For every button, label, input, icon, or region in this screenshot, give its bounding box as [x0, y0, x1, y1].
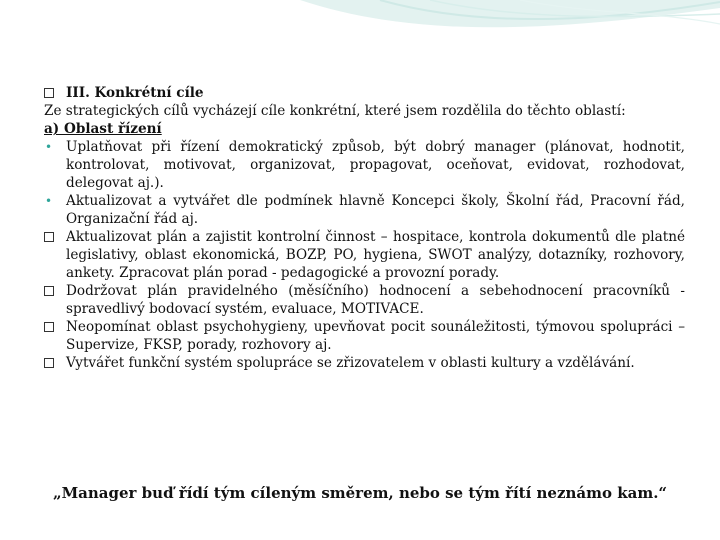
list-item-text: Aktualizovat plán a zajistit kontrolní činnost – hospitace, kontrola dokumentů dle platné legislativy, oblast ekonomická, BOZP, PO, hygiena, SWOT analýzy, dotazníky, rozhovory, ankety. Zpracovat plán porad - pedagogické a provozní porady.	[66, 229, 685, 281]
checkbox-icon	[44, 286, 54, 296]
bullet-icon: •	[45, 194, 53, 208]
checkbox-icon	[44, 322, 54, 332]
list-item-text: Uplatňovat při řízení demokratický způsob, být dobrý manager (plánovat, hodnotit, kontrolovat, motivovat, organizovat, propagovat, oceňovat, evidovat, rozhodovat, delegovat aj.).	[66, 139, 685, 191]
list-item	[44, 228, 685, 282]
list-item	[44, 354, 685, 372]
slide-content	[44, 84, 685, 372]
intro-text: Ze strategických cílů vycházejí cíle konkrétní, které jsem rozdělila do těchto oblastí:	[44, 103, 626, 119]
list-item	[44, 318, 685, 354]
list-item	[44, 138, 685, 192]
checkbox-icon	[44, 358, 54, 368]
closing-quote: „Manager buď řídí tým cíleným směrem, nebo se tým řítí neznámo kam.“	[52, 484, 668, 502]
bullet-icon: •	[45, 140, 53, 154]
list-item-text: Neopomínat oblast psychohygieny, upevňovat pocit sounáležitosti, týmovou spolupráci – Supervize, FKSP, porady, rozhovory aj.	[66, 319, 685, 353]
list-item-text: Aktualizovat a vytvářet dle podmínek hlavně Koncepci školy, Školní řád, Pracovní řád, Organizační řád aj.	[66, 193, 685, 227]
checkbox-icon	[44, 88, 54, 98]
list-item	[44, 192, 685, 228]
heading-text: III. Konkrétní cíle	[66, 85, 204, 101]
list-item-text: Dodržovat plán pravidelného (měsíčního) hodnocení a sebehodnocení pracovníků - spravedlivý bodovací systém, evaluace, MOTIVACE.	[66, 283, 685, 317]
list-item-text: Vytvářet funkční systém spolupráce se zřizovatelem v oblasti kultury a vzdělávání.	[66, 355, 635, 371]
decorative-swoosh	[0, 0, 720, 90]
list-item	[44, 282, 685, 318]
slide-heading	[44, 84, 685, 102]
checkbox-icon	[44, 232, 54, 242]
section-subheading: a) Oblast řízení	[44, 121, 162, 137]
